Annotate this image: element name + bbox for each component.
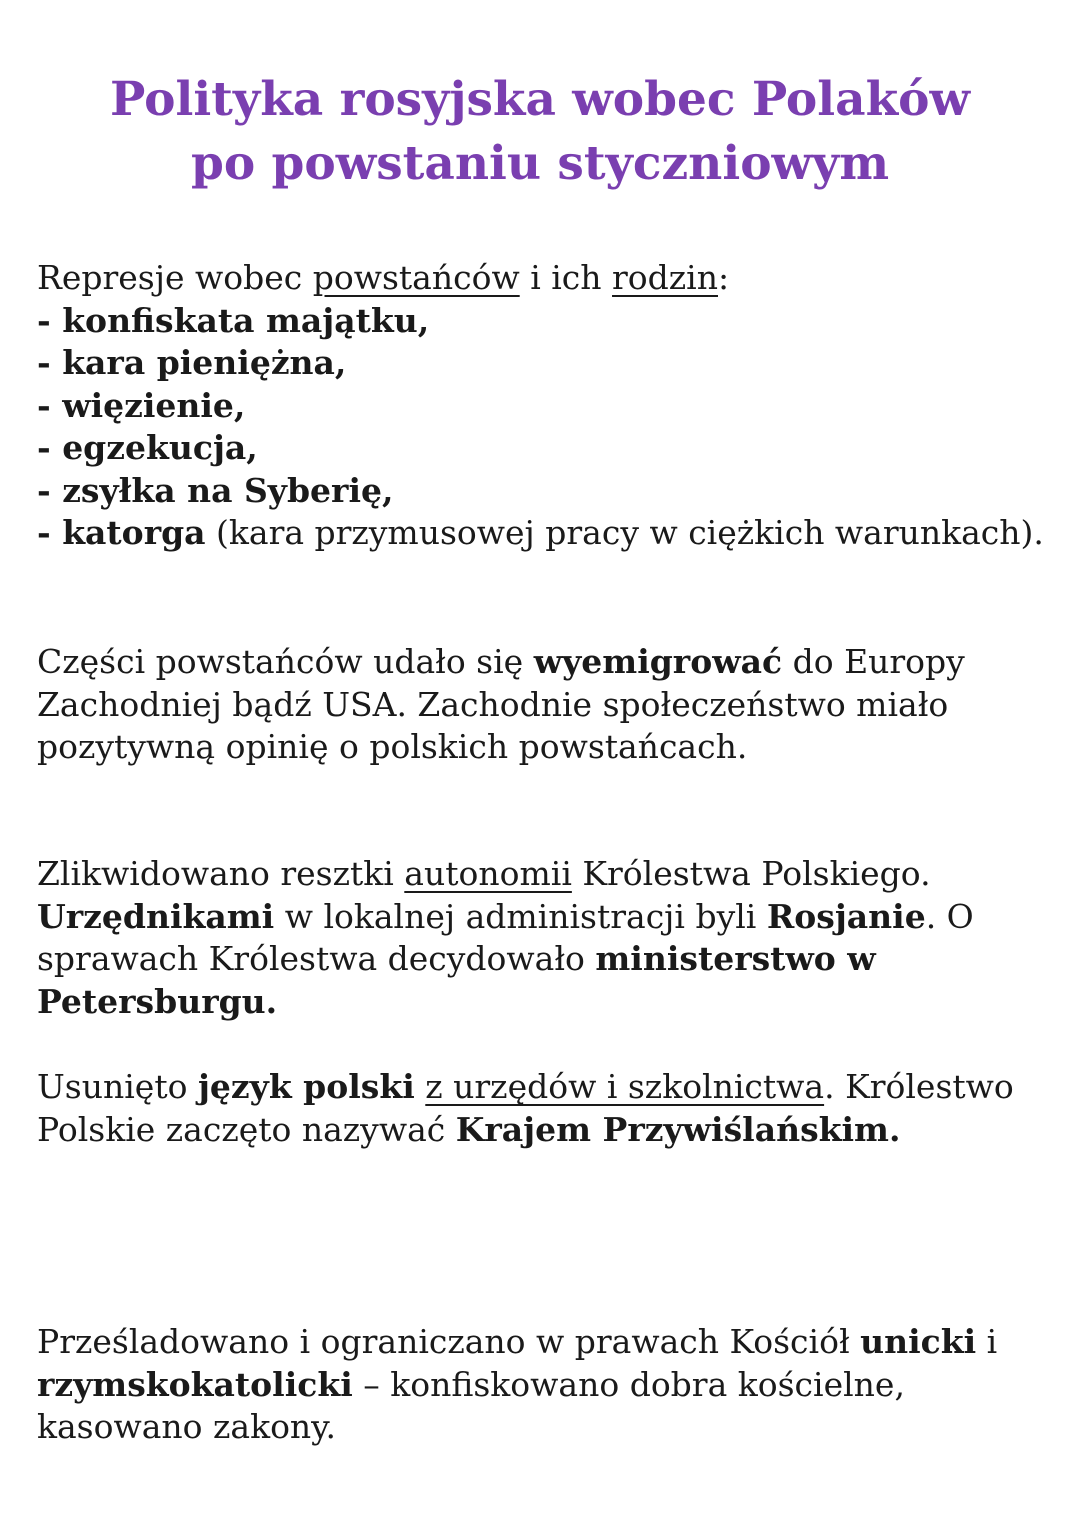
repression-item <box>37 470 1047 513</box>
emigration-text-1: Części powstańców udało się <box>37 642 534 681</box>
intro-text-mid: i ich <box>519 258 613 297</box>
language-text-1: Usunięto <box>37 1067 198 1106</box>
list-dash: - <box>37 470 63 510</box>
title-line-1: Polityka rosyjska wobec Polaków <box>110 72 970 127</box>
intro-colon: : <box>718 258 730 297</box>
repression-item-text: więzienie, <box>62 385 246 425</box>
autonomy-text-1: Zlikwidowano resztki <box>37 854 405 893</box>
bold-rzymskokatolicki: rzymskokatolicki <box>37 1364 353 1404</box>
katorga-description: (kara przymusowej pracy w ciężkich warunkach). <box>205 513 1044 552</box>
list-dash: - <box>37 300 63 340</box>
repression-item-text: konfiskata majątku, <box>62 300 430 340</box>
list-dash: - <box>37 428 63 467</box>
autonomy-text-3: w lokalnej administracji byli <box>274 896 767 936</box>
repression-item <box>37 385 1047 428</box>
emigration-paragraph <box>37 641 1047 769</box>
bold-katorga: katorga <box>62 513 206 552</box>
page-title <box>0 68 1080 196</box>
church-paragraph <box>37 1321 1047 1449</box>
emigration-section <box>37 641 1047 769</box>
repression-item-text: egzekucja, <box>62 428 258 467</box>
list-dash: - <box>37 385 63 425</box>
bold-urzednikami: Urzędnikami <box>37 896 275 936</box>
repression-item <box>37 427 1047 470</box>
church-text-1: Prześladowano i ograniczano w prawach Kościół <box>37 1322 861 1361</box>
title-line-2: po powstaniu styczniowym <box>190 136 890 191</box>
church-section <box>37 1321 1047 1449</box>
list-dash: - <box>37 513 63 552</box>
intro-text: Represje wobec <box>37 258 313 297</box>
repression-item-text: kara pieniężna, <box>62 343 347 382</box>
bold-wyemigrowac: wyemigrować <box>533 642 783 681</box>
autonomy-text-2: Królestwa Polskiego. <box>571 854 931 893</box>
repressions-last-item <box>37 512 1047 555</box>
autonomy-section <box>37 853 1047 1023</box>
repression-item-text: zsyłka na Syberię, <box>62 470 394 510</box>
bold-rosjanie: Rosjanie <box>766 896 926 936</box>
church-text-3: – konfiskowano dobra kościelne, kasowano zakony. <box>37 1364 905 1446</box>
repressions-list <box>37 300 1047 513</box>
emigration-text-2: do Europy Zachodniej bądź USA. Zachodnie społeczeństwo miało pozytywną opinię o polskich powstańcach. <box>37 642 965 766</box>
repression-item <box>37 342 1047 385</box>
underlined-autonomii: autonomii <box>404 854 572 893</box>
bold-ministerstwo: ministerstwo w Petersburgu. <box>37 939 876 1021</box>
language-space <box>415 1067 426 1106</box>
language-text-3: . Królestwo Polskie zaczęto nazywać <box>37 1067 1014 1149</box>
language-section <box>37 1066 1047 1151</box>
list-dash: - <box>37 343 63 382</box>
repression-item <box>37 300 1047 343</box>
underlined-urzedow: z urzędów i szkolnictwa <box>425 1067 825 1106</box>
repressions-intro <box>37 257 1047 300</box>
bold-jezyk-polski: język polski <box>197 1067 415 1106</box>
bold-kraj-przywislanski: Krajem Przywiślańskim. <box>455 1109 901 1149</box>
language-paragraph <box>37 1066 1047 1151</box>
autonomy-text-4: . O sprawach Królestwa decydowało <box>37 896 974 978</box>
bold-unicki: unicki <box>860 1322 977 1361</box>
underlined-rodzin: rodzin <box>612 258 718 297</box>
underlined-powstancow: powstańców <box>312 258 520 297</box>
repressions-section <box>37 257 1047 555</box>
autonomy-paragraph <box>37 853 1047 1023</box>
church-text-2: i <box>976 1322 998 1361</box>
